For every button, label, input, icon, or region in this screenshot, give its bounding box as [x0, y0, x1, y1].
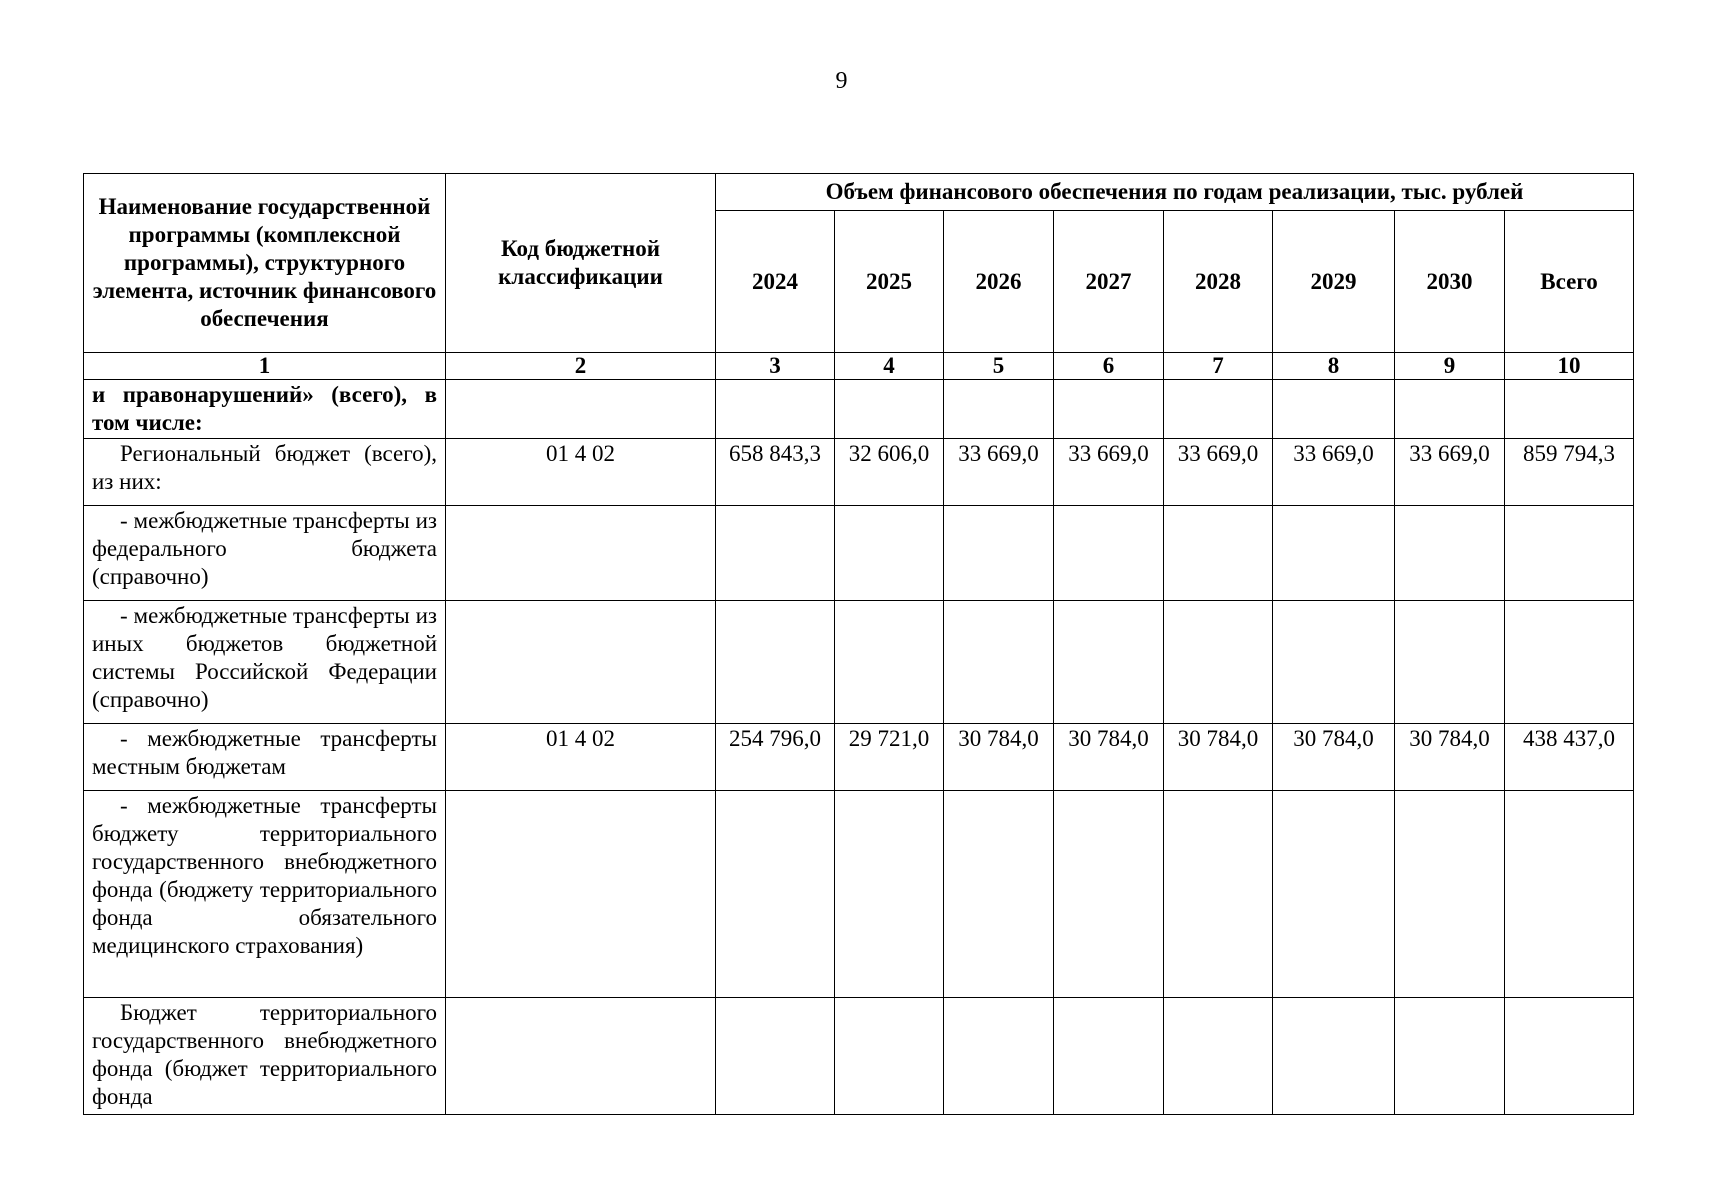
budget-table: [83, 173, 1634, 1115]
value-cell: [944, 380, 1054, 439]
value-cell: [1395, 601, 1505, 724]
value-cell: [1505, 601, 1634, 724]
header-year: 2026: [944, 211, 1054, 353]
value-cell: [1164, 601, 1273, 724]
value-cell: [716, 506, 835, 601]
value-cell: [835, 791, 944, 998]
header-year: 2030: [1395, 211, 1505, 353]
value-cell: [1164, 998, 1273, 1115]
row-name: Бюджет территориального государственного внебюджетного фонда (бюджет территориального фонда: [84, 998, 446, 1115]
value-cell: [835, 998, 944, 1115]
value-cell: 33 669,0: [1273, 439, 1395, 506]
value-cell: [1054, 380, 1164, 439]
header-year: 2024: [716, 211, 835, 353]
row-name: - межбюджетные трансферты бюджету территориального государственного внебюджетного фонда (бюджету территориального фонда обязательного медицинского страхования): [84, 791, 446, 998]
header-year: 2027: [1054, 211, 1164, 353]
table-row: [84, 380, 1634, 439]
value-cell: [1273, 506, 1395, 601]
row-name: и правонарушений» (всего), в том числе:: [84, 380, 446, 439]
value-cell: [1054, 998, 1164, 1115]
value-cell: 30 784,0: [944, 724, 1054, 791]
row-code: 01 4 02: [446, 439, 716, 506]
table-row: [84, 506, 1634, 601]
value-cell: [1054, 791, 1164, 998]
value-cell: 254 796,0: [716, 724, 835, 791]
column-number: 3: [716, 353, 835, 380]
row-code: [446, 380, 716, 439]
value-cell: [944, 791, 1054, 998]
value-cell: [835, 380, 944, 439]
value-cell: [716, 380, 835, 439]
row-name: - межбюджетные трансферты из иных бюджетов бюджетной системы Российской Федерации (справочно): [84, 601, 446, 724]
value-cell: 32 606,0: [835, 439, 944, 506]
table-row: [84, 791, 1634, 998]
value-cell: [1395, 998, 1505, 1115]
row-code: 01 4 02: [446, 724, 716, 791]
column-number: 1: [84, 353, 446, 380]
value-cell: 33 669,0: [1164, 439, 1273, 506]
column-number-row: [84, 353, 1634, 380]
value-cell: 859 794,3: [1505, 439, 1634, 506]
page-number: 9: [835, 68, 848, 94]
header-name-column: Наименование государственной программы (комплексной программы), структурного элемента, источник финансового обеспечения: [84, 174, 446, 353]
value-cell: 29 721,0: [835, 724, 944, 791]
value-cell: [1054, 506, 1164, 601]
column-number: 10: [1505, 353, 1634, 380]
value-cell: [716, 791, 835, 998]
table-row: [84, 601, 1634, 724]
table-row: [84, 998, 1634, 1115]
value-cell: [1505, 791, 1634, 998]
value-cell: 658 843,3: [716, 439, 835, 506]
column-number: 4: [835, 353, 944, 380]
value-cell: 30 784,0: [1273, 724, 1395, 791]
value-cell: 30 784,0: [1054, 724, 1164, 791]
value-cell: [1054, 601, 1164, 724]
value-cell: [716, 601, 835, 724]
value-cell: [944, 998, 1054, 1115]
row-code: [446, 998, 716, 1115]
value-cell: [1273, 601, 1395, 724]
value-cell: [1273, 791, 1395, 998]
value-cell: [1505, 380, 1634, 439]
header-year: 2029: [1273, 211, 1395, 353]
value-cell: [1395, 791, 1505, 998]
header-year: 2028: [1164, 211, 1273, 353]
value-cell: [835, 506, 944, 601]
value-cell: [1164, 791, 1273, 998]
column-number: 2: [446, 353, 716, 380]
column-number: 7: [1164, 353, 1273, 380]
column-number: 8: [1273, 353, 1395, 380]
value-cell: [1505, 506, 1634, 601]
value-cell: 30 784,0: [1164, 724, 1273, 791]
row-code: [446, 791, 716, 998]
value-cell: 438 437,0: [1505, 724, 1634, 791]
value-cell: [1164, 380, 1273, 439]
table-row: [84, 439, 1634, 506]
header-total: Всего: [1505, 211, 1634, 353]
column-number: 6: [1054, 353, 1164, 380]
column-number: 5: [944, 353, 1054, 380]
value-cell: [944, 506, 1054, 601]
value-cell: 33 669,0: [1054, 439, 1164, 506]
header-amount-group: Объем финансового обеспечения по годам реализации, тыс. рублей: [716, 174, 1634, 211]
value-cell: [1273, 380, 1395, 439]
value-cell: [1273, 998, 1395, 1115]
header-year: 2025: [835, 211, 944, 353]
table-row: [84, 724, 1634, 791]
row-name: Региональный бюджет (всего), из них:: [84, 439, 446, 506]
value-cell: [944, 601, 1054, 724]
value-cell: [1164, 506, 1273, 601]
column-number: 9: [1395, 353, 1505, 380]
value-cell: 33 669,0: [944, 439, 1054, 506]
row-name: - межбюджетные трансферты местным бюджетам: [84, 724, 446, 791]
value-cell: 33 669,0: [1395, 439, 1505, 506]
row-code: [446, 601, 716, 724]
value-cell: [835, 601, 944, 724]
value-cell: [716, 998, 835, 1115]
value-cell: [1505, 998, 1634, 1115]
header-row-top: [84, 174, 1634, 211]
value-cell: [1395, 506, 1505, 601]
value-cell: 30 784,0: [1395, 724, 1505, 791]
header-code-column: Код бюджетной классификации: [446, 174, 716, 353]
row-name: - межбюджетные трансферты из федерального бюджета (справочно): [84, 506, 446, 601]
row-code: [446, 506, 716, 601]
value-cell: [1395, 380, 1505, 439]
